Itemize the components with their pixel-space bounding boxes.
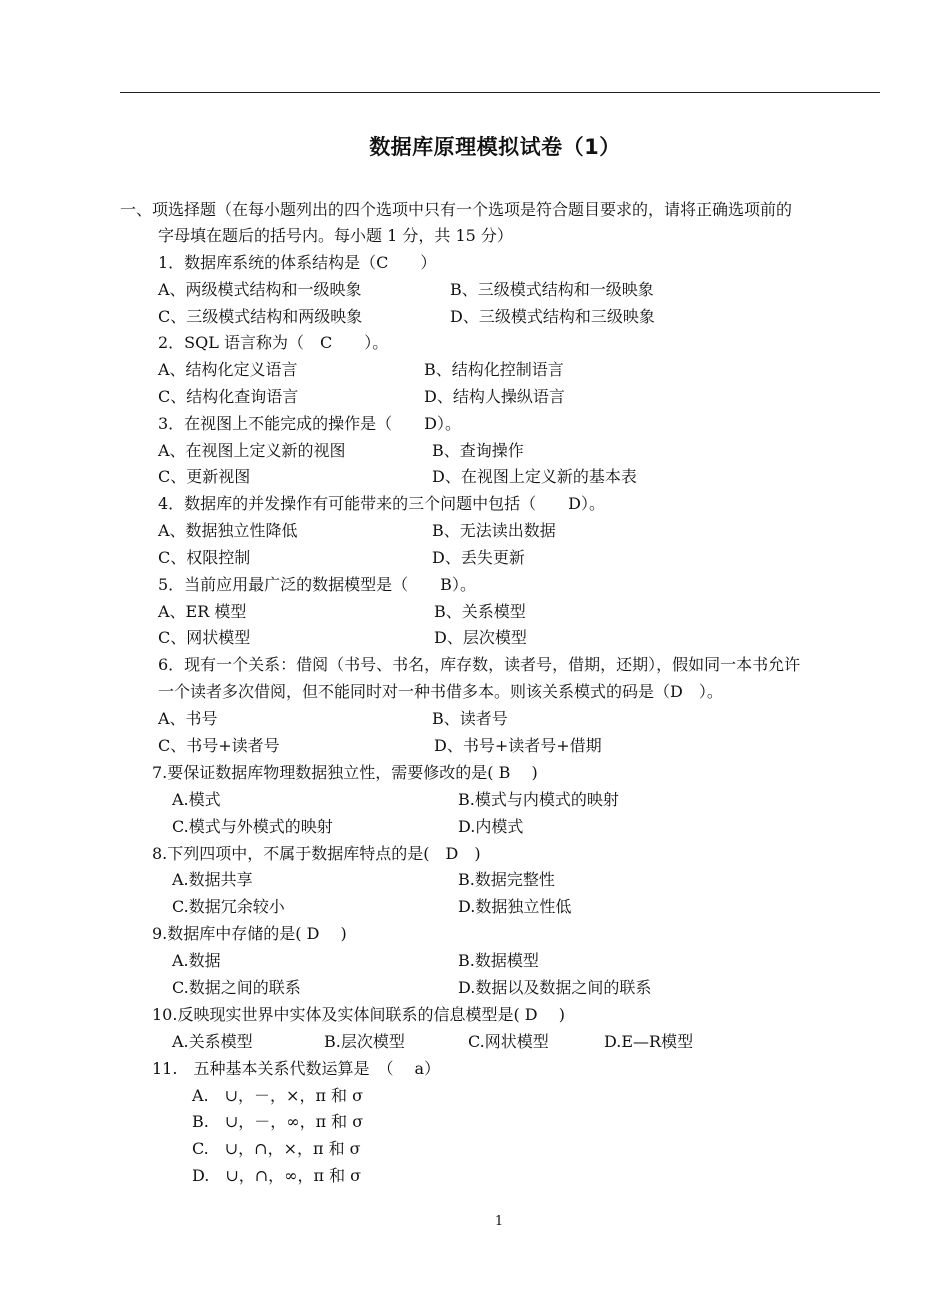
option-c: C.数据之间的联系 — [172, 978, 301, 997]
question-stem: 7.要保证数据库物理数据独立性，需要修改的是( B ) — [152, 763, 538, 782]
question-stem: 8.下列四项中，不属于数据库特点的是( D ) — [152, 844, 481, 863]
option-d: D、书号+读者号+借期 — [434, 736, 602, 755]
option-c: C.网状模型 — [468, 1032, 549, 1051]
page-number: 1 — [494, 1214, 504, 1229]
section-heading: 一、项选择题（在每小题列出的四个选项中只有一个选项是符合题目要求的，请将正确选项前的 — [120, 200, 793, 219]
option-b: B、三级模式结构和一级映象 — [450, 280, 654, 299]
option-c: C、结构化查询语言 — [158, 387, 299, 406]
option-a: A、两级模式结构和一级映象 — [158, 280, 362, 299]
option-d: D.内模式 — [458, 817, 524, 836]
option-a: A.模式 — [172, 790, 221, 809]
option-c: C、三级模式结构和两级映象 — [158, 307, 363, 326]
option-c: C、更新视图 — [158, 467, 251, 486]
option-b: B、关系模型 — [434, 602, 526, 621]
option-d: D. ∪，∩，∞，π 和 σ — [192, 1166, 362, 1185]
option-b: B.模式与内模式的映射 — [458, 790, 619, 809]
option-a: A、ER 模型 — [158, 602, 247, 621]
option-a: A、数据独立性降低 — [158, 521, 298, 540]
option-b: B、查询操作 — [432, 441, 524, 460]
section-heading-continued: 字母填在题后的括号内。每小题 1 分，共 15 分） — [158, 226, 513, 245]
option-b: B、结构化控制语言 — [424, 360, 564, 379]
option-d: D、在视图上定义新的基本表 — [432, 467, 637, 486]
option-a: A、在视图上定义新的视图 — [158, 441, 346, 460]
option-a: A. ∪，－，×，π 和 σ — [192, 1086, 364, 1105]
question-stem: 3．在视图上不能完成的操作是（ D）。 — [158, 414, 462, 433]
header-rule — [120, 92, 880, 93]
option-d: D.E—R模型 — [604, 1032, 694, 1051]
question-stem: 9.数据库中存储的是( D ) — [152, 924, 347, 943]
option-d: D、三级模式结构和三级映象 — [450, 307, 655, 326]
option-b: B.数据完整性 — [458, 870, 555, 889]
option-a: A.关系模型 — [172, 1032, 253, 1051]
option-b: B.数据模型 — [458, 951, 539, 970]
question-stem: 11. 五种基本关系代数运算是 （ a） — [152, 1059, 441, 1078]
option-d: D、层次模型 — [434, 628, 527, 647]
question-stem-continued: 一个读者多次借阅，但不能同时对一种书借多本。则该关系模式的码是（D ）。 — [158, 682, 723, 701]
option-b: B. ∪，－，∞，π 和 σ — [192, 1112, 364, 1131]
option-d: D.数据以及数据之间的联系 — [458, 978, 652, 997]
option-d: D、结构人操纵语言 — [424, 387, 565, 406]
option-d: D、丢失更新 — [432, 548, 525, 567]
question-stem: 1．数据库系统的体系结构是（C ） — [158, 253, 437, 272]
option-a: A、书号 — [158, 709, 218, 728]
option-a: A.数据 — [172, 951, 221, 970]
option-a: A、结构化定义语言 — [158, 360, 298, 379]
option-c: C. ∪，∩，×，π 和 σ — [192, 1139, 361, 1158]
option-c: C、权限控制 — [158, 548, 251, 567]
option-c: C、网状模型 — [158, 628, 251, 647]
option-b: B、读者号 — [432, 709, 508, 728]
question-stem: 2．SQL 语言称为（ C ）。 — [158, 333, 389, 352]
page-title: 数据库原理模拟试卷（1） — [369, 135, 621, 159]
option-c: C.模式与外模式的映射 — [172, 817, 333, 836]
option-d: D.数据独立性低 — [458, 897, 572, 916]
option-c: C.数据冗余较小 — [172, 897, 285, 916]
question-stem: 6．现有一个关系：借阅（书号、书名，库存数，读者号，借期，还期），假如同一本书允许 — [158, 655, 801, 674]
question-stem: 4．数据库的并发操作有可能带来的三个问题中包括（ D）。 — [158, 494, 606, 513]
option-a: A.数据共享 — [172, 870, 253, 889]
option-c: C、书号+读者号 — [158, 736, 280, 755]
option-b: B.层次模型 — [324, 1032, 405, 1051]
question-stem: 5．当前应用最广泛的数据模型是（ B）。 — [158, 575, 476, 594]
option-b: B、无法读出数据 — [432, 521, 556, 540]
question-stem: 10.反映现实世界中实体及实体间联系的信息模型是( D ) — [152, 1005, 565, 1024]
